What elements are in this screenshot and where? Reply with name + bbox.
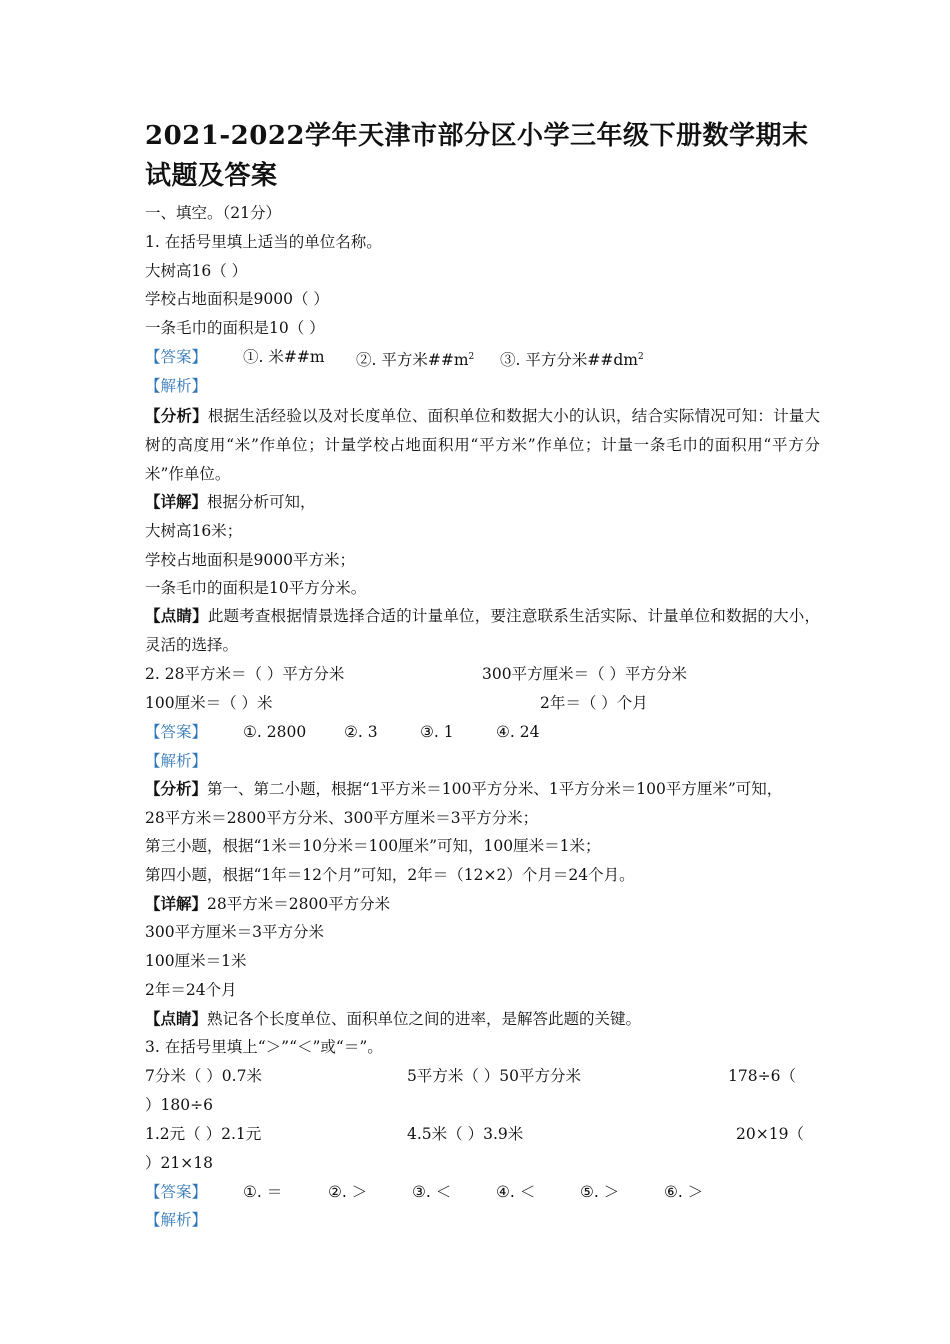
answer-item: ④. 24 [496, 723, 540, 741]
detail-line: 大树高16米； [145, 522, 243, 540]
detail-line: 100厘米＝1米 [145, 952, 247, 970]
detail-line: 2年＝24个月 [145, 981, 237, 999]
question-3-item: 5平方米（ ）50平方分米 [407, 1067, 582, 1085]
answer-item: ③. 平方分米$\#\#dm^2$ [500, 351, 644, 370]
detail-line: 学校占地面积是9000平方米； [145, 551, 355, 569]
question-3-item: 178÷6（ [728, 1067, 796, 1085]
question-3-item-cont: ）21×18 [145, 1154, 213, 1172]
answer-item: ②. 3 [344, 723, 378, 741]
answer-item: ①. 米##m [243, 348, 325, 366]
answer-item: ①. ＝ [243, 1183, 283, 1201]
question-3-item: 4.5米（ ）3.9米 [407, 1125, 524, 1143]
analysis-paragraph: 【分析】根据生活经验以及对长度单位、面积单位和数据大小的认识，结合实际情况可知：计量大树的高度用“米”作单位；计量学校占地面积用“平方米”作单位；计量一条毛巾的面积用“平方分米”作单位。 [145, 406, 820, 483]
question-3-item-cont: ）180÷6 [145, 1096, 213, 1114]
analysis-tag: 【解析】 [145, 377, 208, 395]
answer-item: ③. 1 [420, 723, 454, 741]
question-1-line-1: 大树高16（ ） [145, 262, 248, 280]
question-2-part-a: 2. 28平方米＝（ ）平方分米 [145, 665, 345, 683]
question-3-item: 20×19（ [736, 1125, 804, 1143]
answer-item: ③. ＜ [412, 1183, 452, 1201]
detail-heading: 【详解】根据分析可知， [145, 492, 316, 511]
answer-item: ②. 平方米$\#\#m^2$ [356, 351, 475, 370]
analysis-tag: 【解析】 [145, 752, 208, 770]
question-2-part-c: 100厘米＝（ ）米 [145, 694, 273, 712]
answer-item: ⑤. ＞ [580, 1183, 620, 1201]
detail-line: 300平方厘米＝3平方分米 [145, 923, 324, 941]
section-heading: 一、填空。（21分） [145, 204, 281, 222]
detail-line: 一条毛巾的面积是10平方分米。 [145, 579, 367, 597]
analysis-tag: 【解析】 [145, 1211, 208, 1229]
analysis-line: 28平方米＝2800平方分米、300平方厘米＝3平方分米； [145, 809, 539, 827]
question-3-item: 7分米（ ）0.7米 [145, 1067, 262, 1085]
answer-item: ①. 2800 [243, 723, 307, 741]
answer-tag: 【答案】 [145, 723, 208, 741]
comment-paragraph: 【点睛】此题考查根据情景选择合适的计量单位，要注意联系生活实际、计量单位和数据的大小，灵活的选择。 [145, 606, 820, 654]
question-3-item: 1.2元（ ）2.1元 [145, 1125, 262, 1143]
answer-item: ④. ＜ [496, 1183, 536, 1201]
document-title: 2021-2022学年天津市部分区小学三年级下册数学期末试题及答案 [145, 121, 809, 191]
question-1-stem: 1. 在括号里填上适当的单位名称。 [145, 233, 382, 251]
answer-tag: 【答案】 [145, 1183, 208, 1201]
question-1-line-3: 一条毛巾的面积是10（ ） [145, 319, 325, 337]
question-2-part-d: 2年＝（ ）个月 [540, 694, 648, 712]
detail-heading: 【详解】28平方米＝2800平方分米 [145, 894, 391, 913]
answer-tag: 【答案】 [145, 348, 208, 366]
answer-item: ⑥. ＞ [664, 1183, 704, 1201]
answer-item: ②. ＞ [328, 1183, 368, 1201]
question-1-line-2: 学校占地面积是9000（ ） [145, 290, 329, 308]
question-2-part-b: 300平方厘米＝（ ）平方分米 [482, 665, 688, 683]
analysis-line: 第四小题，根据“1年＝12个月”可知，2年＝（12×2）个月＝24个月。 [145, 866, 635, 884]
analysis-line: 第三小题，根据“1米＝10分米＝100厘米”可知，100厘米＝1米； [145, 837, 601, 855]
question-3-stem: 3. 在括号里填上“＞”“＜”或“＝”。 [145, 1038, 383, 1056]
comment-line: 【点睛】熟记各个长度单位、面积单位之间的进率，是解答此题的关键。 [145, 1009, 642, 1028]
analysis-line: 【分析】第一、第二小题，根据“1平方米＝100平方分米、1平方分米＝100平方厘米”可知， [145, 779, 783, 798]
